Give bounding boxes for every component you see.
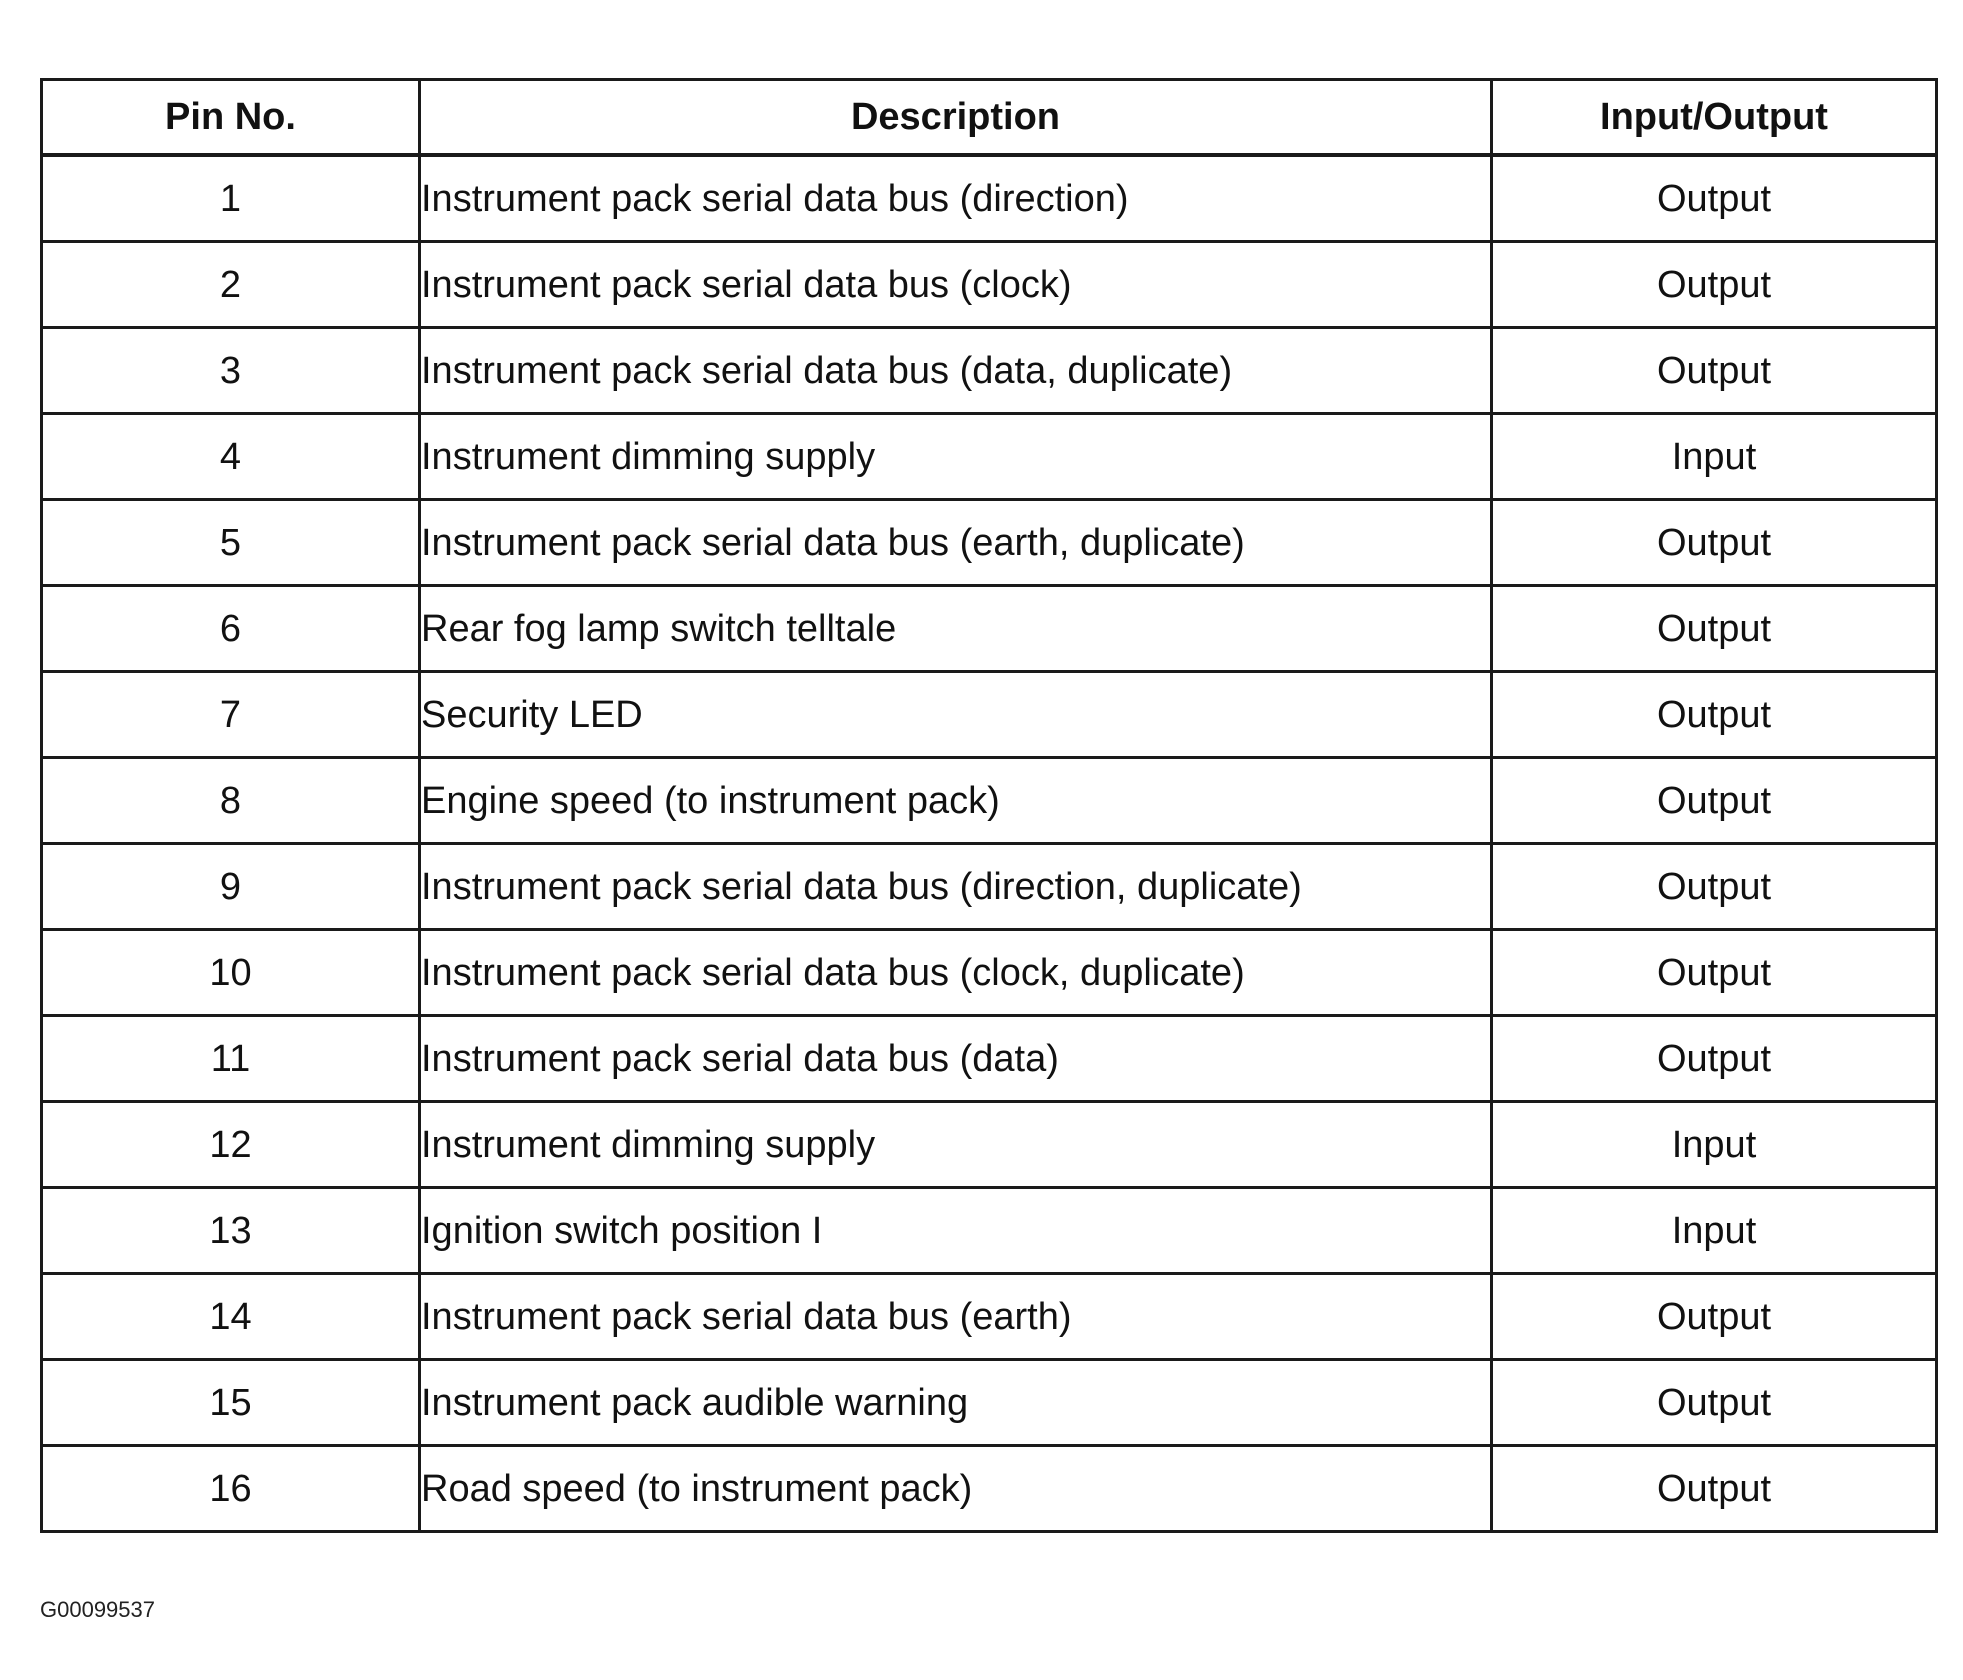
pin-number-cell: 7 [42, 672, 420, 758]
input-output-cell: Output [1492, 1274, 1937, 1360]
header-description: Description [420, 80, 1492, 156]
input-output-cell: Output [1492, 844, 1937, 930]
pin-number-cell: 14 [42, 1274, 420, 1360]
input-output-cell: Output [1492, 155, 1937, 242]
description-cell: Instrument pack serial data bus (data) [420, 1016, 1492, 1102]
table-row [42, 242, 1937, 328]
input-output-cell: Output [1492, 328, 1937, 414]
table-row [42, 500, 1937, 586]
description-cell: Engine speed (to instrument pack) [420, 758, 1492, 844]
table-row [42, 1360, 1937, 1446]
pin-number-cell: 3 [42, 328, 420, 414]
input-output-cell: Output [1492, 930, 1937, 1016]
input-output-cell: Input [1492, 1188, 1937, 1274]
description-cell: Instrument pack serial data bus (clock) [420, 242, 1492, 328]
input-output-cell: Output [1492, 586, 1937, 672]
pin-number-cell: 11 [42, 1016, 420, 1102]
input-output-cell: Output [1492, 242, 1937, 328]
input-output-cell: Input [1492, 1102, 1937, 1188]
table-row [42, 1188, 1937, 1274]
description-cell: Instrument pack serial data bus (clock, duplicate) [420, 930, 1492, 1016]
input-output-cell: Output [1492, 500, 1937, 586]
description-cell: Ignition switch position I [420, 1188, 1492, 1274]
description-cell: Instrument pack serial data bus (earth) [420, 1274, 1492, 1360]
input-output-cell: Output [1492, 1016, 1937, 1102]
description-cell: Instrument pack serial data bus (direction, duplicate) [420, 844, 1492, 930]
pin-number-cell: 16 [42, 1446, 420, 1532]
header-pin-no: Pin No. [42, 80, 420, 156]
header-input-output: Input/Output [1492, 80, 1937, 156]
table-row [42, 844, 1937, 930]
table-row [42, 1446, 1937, 1532]
description-cell: Instrument pack serial data bus (direction) [420, 155, 1492, 242]
pin-number-cell: 8 [42, 758, 420, 844]
figure-id: G00099537 [40, 1597, 155, 1622]
description-cell: Instrument pack audible warning [420, 1360, 1492, 1446]
table-row [42, 586, 1937, 672]
input-output-cell: Input [1492, 414, 1937, 500]
table-header-row [42, 80, 1937, 156]
description-cell: Rear fog lamp switch telltale [420, 586, 1492, 672]
description-cell: Road speed (to instrument pack) [420, 1446, 1492, 1532]
description-cell: Instrument dimming supply [420, 414, 1492, 500]
input-output-cell: Output [1492, 1360, 1937, 1446]
table-row [42, 155, 1937, 242]
description-cell: Instrument pack serial data bus (earth, duplicate) [420, 500, 1492, 586]
pin-number-cell: 9 [42, 844, 420, 930]
description-cell: Instrument dimming supply [420, 1102, 1492, 1188]
pin-number-cell: 1 [42, 155, 420, 242]
table-row [42, 1016, 1937, 1102]
pin-number-cell: 4 [42, 414, 420, 500]
pin-number-cell: 5 [42, 500, 420, 586]
description-cell: Instrument pack serial data bus (data, duplicate) [420, 328, 1492, 414]
pin-number-cell: 13 [42, 1188, 420, 1274]
pin-number-cell: 15 [42, 1360, 420, 1446]
input-output-cell: Output [1492, 758, 1937, 844]
table-row [42, 414, 1937, 500]
table-row [42, 930, 1937, 1016]
pin-number-cell: 2 [42, 242, 420, 328]
input-output-cell: Output [1492, 1446, 1937, 1532]
pin-number-cell: 10 [42, 930, 420, 1016]
description-cell: Security LED [420, 672, 1492, 758]
table-row [42, 328, 1937, 414]
input-output-cell: Output [1492, 672, 1937, 758]
pin-number-cell: 6 [42, 586, 420, 672]
pin-table [40, 78, 1938, 1533]
table-row [42, 672, 1937, 758]
table-row [42, 1274, 1937, 1360]
table-row [42, 1102, 1937, 1188]
pin-number-cell: 12 [42, 1102, 420, 1188]
table-row [42, 758, 1937, 844]
